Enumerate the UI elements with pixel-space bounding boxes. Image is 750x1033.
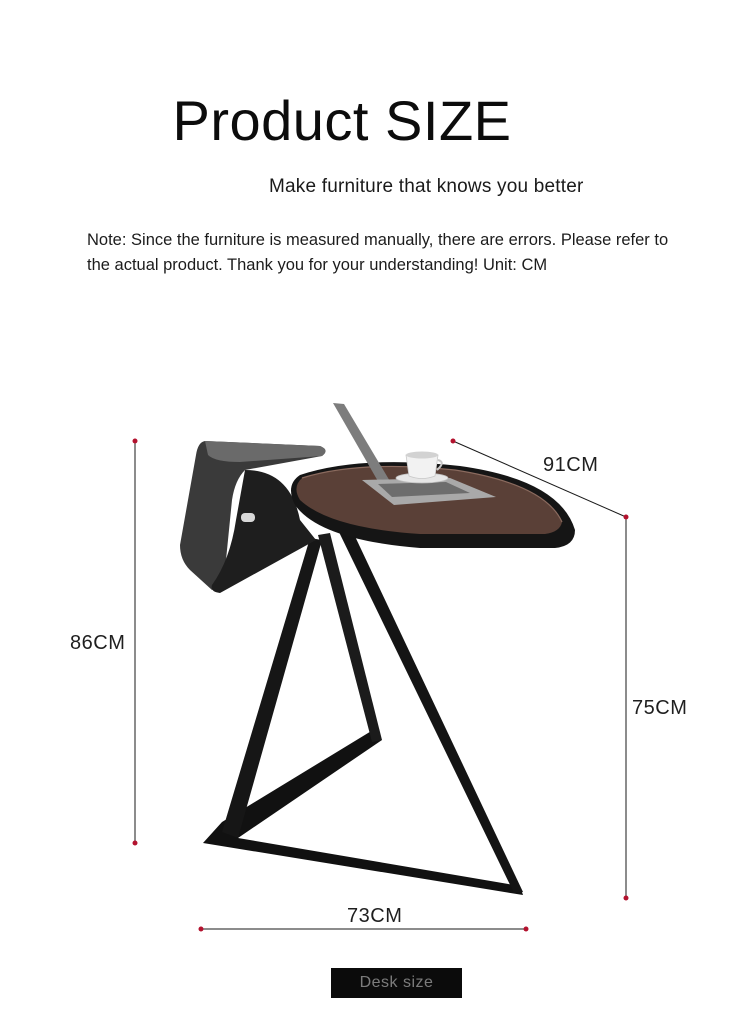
- base-middle-leg: [318, 533, 382, 742]
- desk-base: [203, 530, 523, 895]
- dimension-label-desk-height: 75CM: [632, 697, 688, 719]
- dimension-label-total-height: 86CM: [70, 632, 126, 654]
- caption-badge: [331, 968, 462, 998]
- caption-text: Desk size: [359, 974, 434, 991]
- page-subtitle: Make furniture that knows you better: [269, 176, 584, 197]
- measurement-note: Note: Since the furniture is measured manually, there are errors. Please refer to the actual product. Thank you for your understanding! Unit: CM: [87, 231, 669, 274]
- dimension-label-top-depth: 91CM: [543, 454, 599, 476]
- page-title: Product SIZE: [172, 89, 512, 152]
- dimension-label-base-width: 73CM: [347, 905, 403, 927]
